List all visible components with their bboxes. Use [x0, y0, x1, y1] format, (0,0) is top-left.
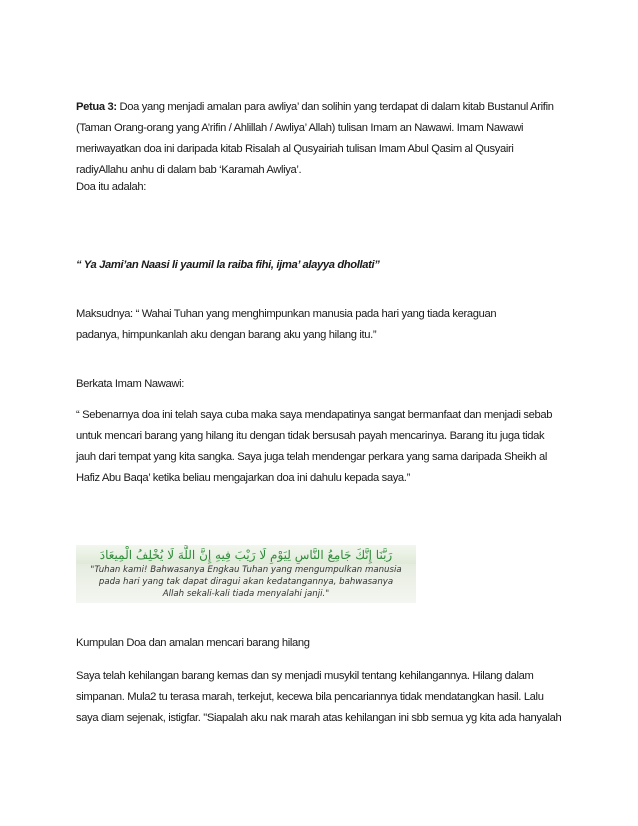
image-translation [76, 564, 416, 603]
quote-line-3: jauh dari tempat yang kita sangka. Saya juga telah mendengar perkara yang sama daripada Sheikh al [76, 451, 548, 463]
maksudnya-paragraph [76, 304, 586, 346]
berkata-heading [76, 374, 586, 395]
arabic-calligraphy: رَبَّنَا إِنَّكَ جَامِعُ النَّاسِ لِيَوْمٍ لَا رَيْبَ فِيهِ إِنَّ اللَّهَ لَا يُخْلِفُ الْمِيعَادَ [76, 545, 416, 565]
doa-text [76, 255, 586, 276]
quote-line-1: “ Sebenarnya doa ini telah saya cuba maka saya mendapatinya sangat bermanfaat dan menjadi sebab [76, 409, 553, 421]
maksudnya-line-2: padanya, himpunkanlah aku dengan barang aku yang hilang itu.” [76, 329, 377, 341]
quote-line-4: Hafiz Abu Baqa’ ketika beliau mengajarkan doa ini dahulu kepada saya.” [76, 472, 410, 484]
petua-line-3: meriwayatkan doa ini daripada kitab Risalah al Qusyairiah tulisan Imam Abul Qasim al Qusyairi [76, 143, 514, 155]
berkata-text: Berkata Imam Nawawi: [76, 378, 185, 390]
maksudnya-line-1: Maksudnya: “ Wahai Tuhan yang menghimpunkan manusia pada hari yang tiada keraguan [76, 308, 497, 320]
story-line-3: saya diam sejenak, istigfar. "Siapalah aku nak marah atas kehilangan ini sbb semua yg kita ada hanyalah [76, 712, 562, 724]
story-line-1: Saya telah kehilangan barang kemas dan sy menjadi musykil tentang kehilangannya. Hilang dalam [76, 670, 534, 682]
petua-line-1-text: Doa yang menjadi amalan para awliya’ dan solihin yang terdapat di dalam kitab Bustanul Arifin [116, 101, 554, 113]
petua-line-4: radiyAllahu anhu di dalam bab ‘Karamah Awliya’. [76, 164, 302, 176]
story-line-2: simpanan. Mula2 tu terasa marah, terkejut, kecewa bila pencariannya tidak mendatangkan hasil. Lalu [76, 691, 544, 703]
image-translation-line-1: "Tuhan kami! Bahwasanya Engkau Tuhan yang mengumpulkan manusia [90, 565, 402, 575]
petua-paragraph [76, 97, 586, 181]
petua-line-1 [76, 97, 586, 118]
doa-image [76, 545, 416, 603]
petua-line-2: (Taman Orang-orang yang A’rifin / Ahlillah / Awliya’ Allah) tulisan Imam an Nawawi. Imam Nawawi [76, 122, 524, 134]
story-paragraph [76, 666, 586, 729]
kumpulan-text: Kumpulan Doa dan amalan mencari barang hilang [76, 637, 310, 649]
quote-paragraph [76, 405, 586, 489]
image-translation-line-3: Allah sekali-kali tiada menyalahi janji." [162, 589, 330, 599]
petua-label: Petua 3: [76, 101, 117, 113]
doa-intro-text: Doa itu adalah: [76, 181, 147, 193]
doa-text-line: “ Ya Jami’an Naasi li yaumil la raiba fihi, ijma’ alayya dhollati” [76, 259, 380, 271]
quote-line-2: untuk mencari barang yang hilang itu dengan tidak bersusah payah mencarinya. Barang itu juga tidak [76, 430, 545, 442]
doa-intro [76, 177, 586, 198]
image-translation-line-2: pada hari yang tak dapat diragui akan kedatangannya, bahwasanya [98, 577, 394, 587]
kumpulan-heading [76, 633, 586, 654]
